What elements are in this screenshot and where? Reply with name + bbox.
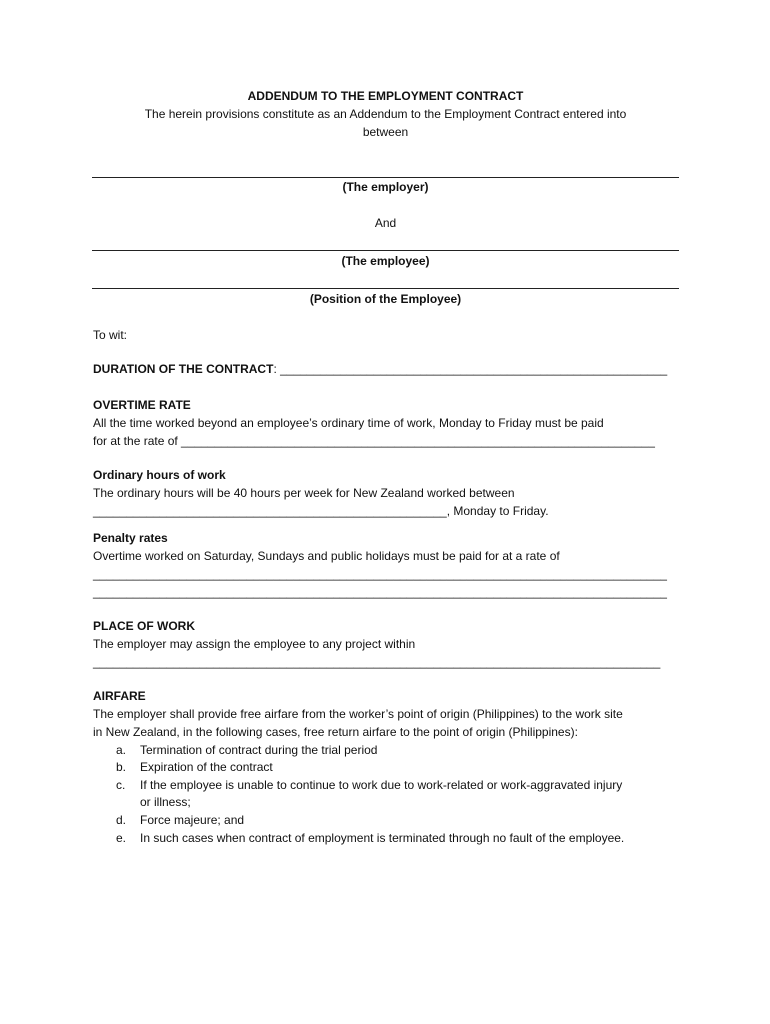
penalty-line-3: ______________________________________________________________________________________ (93, 585, 667, 599)
list-item: Termination of contract during the trial period (140, 743, 378, 757)
document-title: ADDENDUM TO THE EMPLOYMENT CONTRACT (247, 89, 524, 103)
intro-line-1: The herein provisions constitute as an Addendum to the Employment Contract entered into (144, 107, 627, 121)
duration-blank: : __________________________________________________________ (273, 362, 668, 376)
list-item: or illness; (140, 795, 191, 809)
intro-line-2: between (362, 125, 409, 139)
airfare-line-1: The employer shall provide free airfare from the worker’s point of origin (Philippines) to the work site (93, 707, 623, 721)
list-item: Force majeure; and (140, 813, 245, 827)
list-item: In such cases when contract of employment is terminated through no fault of the employee. (140, 831, 625, 845)
employer-signature-rule (92, 177, 679, 178)
penalty-line-1: Overtime worked on Saturday, Sundays and public holidays must be paid for at a rate of (93, 549, 560, 563)
airfare-heading: AIRFARE (93, 689, 146, 703)
list-item-letter: c. (116, 778, 126, 792)
penalty-line-2: ______________________________________________________________________________________ (93, 567, 667, 581)
position-rule (92, 288, 679, 289)
airfare-line-2: in New Zealand, in the following cases, free return airfare to the point of origin (Philippines): (93, 725, 578, 739)
overtime-line-2: for at the rate of _______________________________________________________________________ (93, 434, 655, 448)
place-line-1: The employer may assign the employee to any project within (93, 637, 416, 651)
list-item-letter: b. (116, 760, 127, 774)
overtime-heading: OVERTIME RATE (93, 398, 191, 412)
list-item: Expiration of the contract (140, 760, 273, 774)
and-label: And (374, 216, 397, 230)
position-label: (Position of the Employee) (309, 292, 462, 306)
employee-signature-rule (92, 250, 679, 251)
penalty-heading: Penalty rates (93, 531, 168, 545)
place-line-2: _____________________________________________________________________________________ (93, 655, 661, 669)
duration-line (93, 362, 667, 376)
ordinary-hours-line-1: The ordinary hours will be 40 hours per week for New Zealand worked between (93, 486, 515, 500)
employee-label: (The employee) (341, 254, 430, 268)
list-item-letter: a. (116, 743, 127, 757)
to-wit-label: To wit: (93, 328, 128, 342)
list-item: If the employee is unable to continue to work due to work-related or work-aggravated injury (140, 778, 623, 792)
employer-label: (The employer) (342, 180, 429, 194)
place-heading: PLACE OF WORK (93, 619, 195, 633)
list-item-letter: e. (116, 831, 127, 845)
list-item-letter: d. (116, 813, 127, 827)
overtime-line-1: All the time worked beyond an employee’s ordinary time of work, Monday to Friday must be paid (93, 416, 604, 430)
duration-heading: DURATION OF THE CONTRACT (93, 362, 274, 376)
ordinary-hours-line-2: _____________________________________________________, Monday to Friday. (93, 504, 549, 518)
ordinary-hours-heading: Ordinary hours of work (93, 468, 226, 482)
